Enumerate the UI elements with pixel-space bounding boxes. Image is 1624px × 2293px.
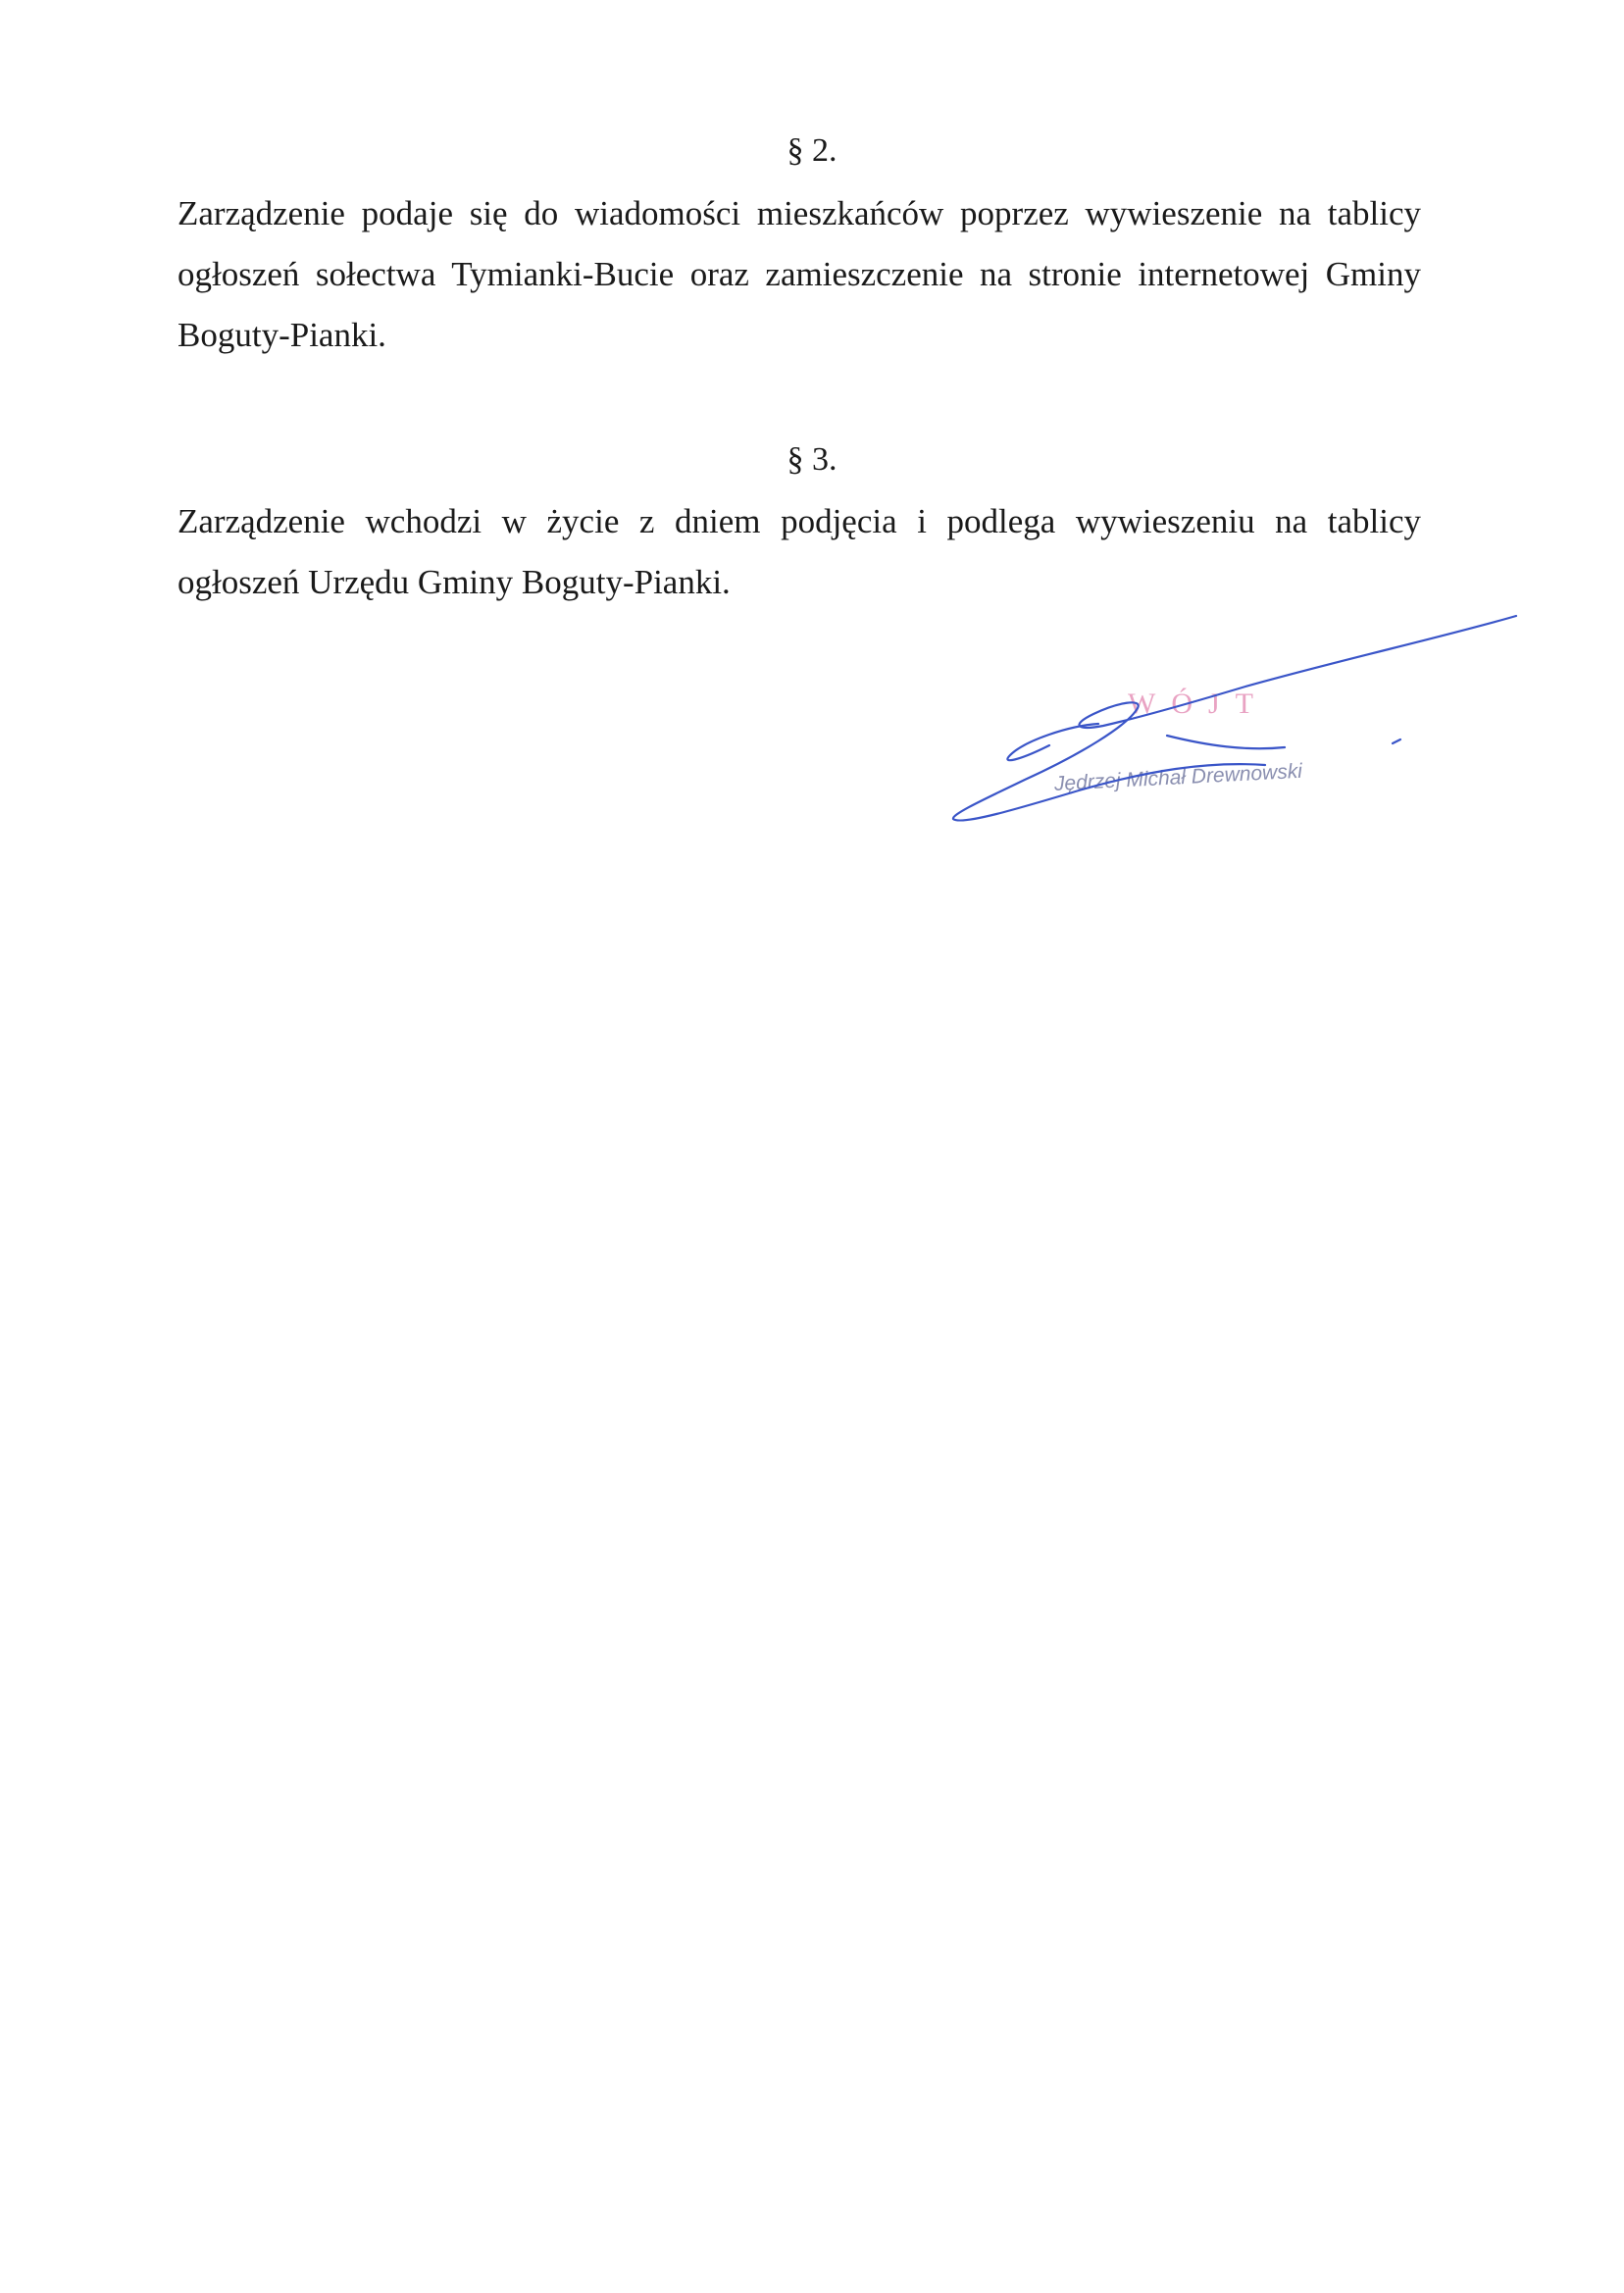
stamp-title: WÓJT — [1128, 688, 1269, 720]
section-3-paragraph: Zarządzenie wchodzi w życie z dniem podjęcia i podlega wywieszeniu na tablicy ogłoszeń Urzędu Gminy Boguty-Pianki. — [178, 502, 1421, 601]
signature-stroke-underline — [1167, 736, 1285, 748]
signature-stroke-loop — [1007, 724, 1098, 760]
signature-stroke-main — [953, 616, 1516, 821]
section-2-paragraph: Zarządzenie podaje się do wiadomości mieszkańców poprzez wywieszenie na tablicy ogłoszeń sołectwa Tymianki-Bucie oraz zamieszczenie na stronie internetowej Gminy Boguty-Pianki. — [178, 194, 1421, 354]
section-3-mark: § 3. — [787, 441, 837, 478]
signature-stroke-tick — [1393, 739, 1400, 743]
handwritten-signature — [932, 598, 1540, 834]
section-2-mark: § 2. — [787, 132, 837, 169]
stamp-name: Jędrzej Michał Drewnowski — [1053, 759, 1303, 795]
